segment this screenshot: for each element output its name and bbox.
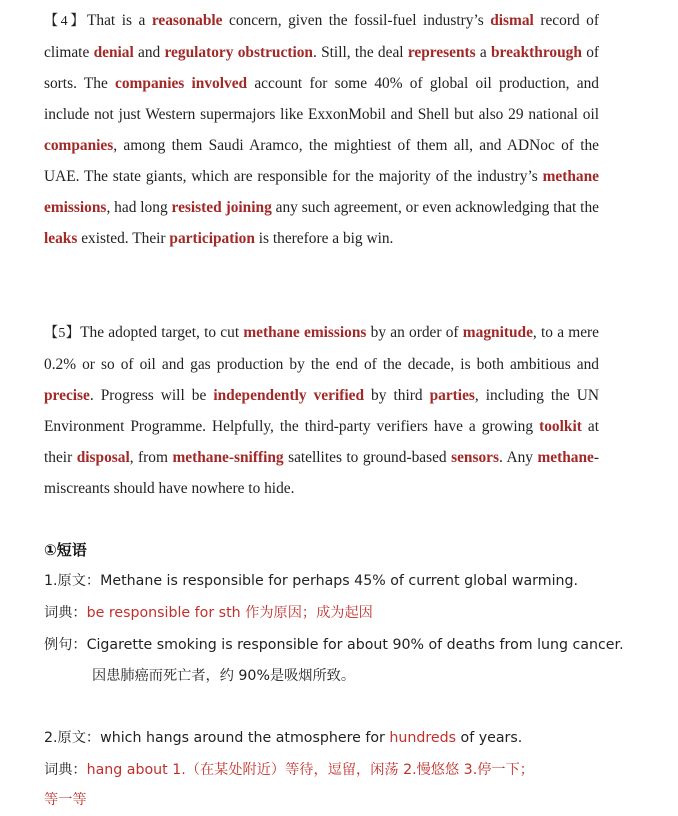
entry-2-dictionary <box>44 759 534 781</box>
text-run: The adopted target, to cut <box>80 324 244 341</box>
highlighted-word: precise <box>44 387 90 404</box>
entry-2-dictionary-continued: 等一等 <box>44 792 87 808</box>
entry-2-original-label: 2.原文： <box>44 730 101 746</box>
text-run: by an order of <box>366 324 463 341</box>
entry-1-example-label: 例句： <box>44 637 87 653</box>
entry-1-dictionary-label: 词典： <box>44 605 87 621</box>
text-run: at their <box>44 418 599 466</box>
highlighted-word: participation <box>169 230 255 247</box>
paragraph-number: 【4】 <box>44 14 87 29</box>
text-run: of sorts. The <box>44 44 600 92</box>
text-run <box>184 75 191 92</box>
paragraph-number: 【5】 <box>44 326 81 341</box>
text-run: , among them Saudi Aramco, the mightiest of them all, and ADNoc of the UAE. The state giants, which are responsible for the majority of the industry’s <box>44 137 599 185</box>
text-run: a <box>475 44 491 61</box>
text-run: is therefore a big win. <box>254 230 394 247</box>
text-run: , including the UN Environment Programme. Helpfully, the third-party verifiers have a growing <box>44 387 599 435</box>
highlighted-word: toolkit <box>539 418 582 435</box>
highlighted-word: methane <box>542 168 599 185</box>
text-run: That is a <box>86 12 152 29</box>
paragraph-5 <box>44 317 599 504</box>
highlighted-word: methane <box>537 449 594 466</box>
highlighted-word: methane-sniffing <box>172 449 284 466</box>
highlighted-word: companies <box>115 75 185 92</box>
entry-2-original-highlight: hundreds <box>389 730 457 746</box>
entry-1-original-label: 1.原文： <box>44 573 101 589</box>
highlighted-word: sensors <box>451 449 499 466</box>
entry-1-original <box>44 570 578 592</box>
highlighted-word: independently <box>213 387 307 404</box>
highlighted-word: companies <box>44 137 114 154</box>
text-run: . Progress will be <box>89 387 214 404</box>
highlighted-word: verified <box>313 387 365 404</box>
highlighted-word: breakthrough <box>490 44 582 61</box>
highlighted-word: emissions <box>304 324 367 341</box>
entry-2-original-after: of years. <box>456 730 523 746</box>
highlighted-word: dismal <box>490 12 534 29</box>
text-run: by third <box>364 387 430 404</box>
highlighted-word: leaks <box>44 230 78 247</box>
text-run: account for some 40% of global oil production, and include not just Western supermajors like ExxonMobil and Shell but also 29 national oil <box>44 75 599 123</box>
text-run: , from <box>129 449 173 466</box>
entry-1-example-text: Cigarette smoking is responsible for about 90% of deaths from lung cancer. <box>86 637 624 653</box>
highlighted-word: involved <box>191 75 248 92</box>
text-run: . Any <box>498 449 538 466</box>
entry-1-dictionary-text: be responsible for sth 作为原因；成为起因 <box>86 605 373 621</box>
section-title: ①短语 <box>44 541 87 559</box>
text-run: -miscreants should have nowhere to hide. <box>44 449 600 497</box>
highlighted-word: disposal <box>76 449 130 466</box>
text-run: , had long <box>106 199 172 216</box>
highlighted-word: represents <box>407 44 476 61</box>
entry-1-dictionary <box>44 602 373 624</box>
text-run: record of climate <box>44 12 599 61</box>
highlighted-word: emissions <box>44 199 107 216</box>
highlighted-word: joining <box>225 199 272 216</box>
highlighted-word: reasonable <box>151 12 223 29</box>
entry-2-dictionary-text: hang about 1.（在某处附近）等待，逗留，闲荡 2.慢悠悠 3.停一下； <box>86 762 534 778</box>
highlighted-word: methane <box>243 324 300 341</box>
highlighted-word: resisted <box>171 199 222 216</box>
highlighted-word: obstruction <box>237 44 313 61</box>
text-run: any such agreement, or even acknowledging that the <box>271 199 599 216</box>
entry-2-original <box>44 727 522 749</box>
entry-1-example <box>44 634 624 656</box>
entry-1-example-translation: 因患肺癌而死亡者，约 90%是吸烟所致。 <box>92 668 356 684</box>
paragraph-4 <box>44 5 599 254</box>
highlighted-word: regulatory <box>164 44 234 61</box>
highlighted-word: denial <box>93 44 134 61</box>
text-run: existed. Their <box>77 230 170 247</box>
text-run: concern, given the fossil-fuel industry’s <box>222 12 491 29</box>
text-run: , to a mere 0.2% or so of oil and gas production by the end of the decade, is both ambitious and <box>44 324 600 373</box>
highlighted-word: parties <box>429 387 475 404</box>
text-run: and <box>133 44 165 61</box>
entry-2-original-before: which hangs around the atmosphere for <box>100 730 390 746</box>
text-run: . Still, the deal <box>312 44 408 61</box>
entry-1-original-text: Methane is responsible for perhaps 45% of current global warming. <box>100 573 579 589</box>
entry-2-dictionary-label: 词典： <box>44 762 87 778</box>
text-run <box>307 387 314 404</box>
highlighted-word: magnitude <box>462 324 533 341</box>
text-run: satellites to ground-based <box>283 449 452 466</box>
